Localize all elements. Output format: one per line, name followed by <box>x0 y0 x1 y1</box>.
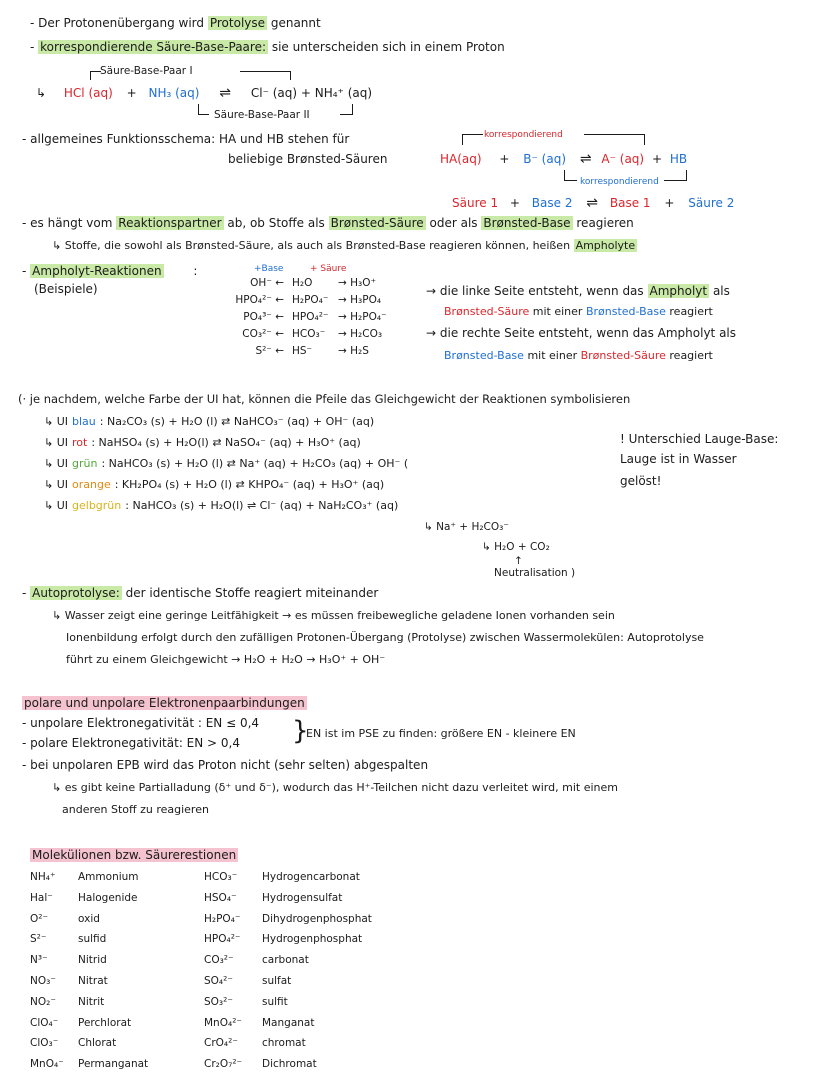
ampholyte-highlight: Ampholyte <box>575 239 636 252</box>
polar-line-4: ↳ es gibt keine Partialladung (δ⁺ und δ⁻), wodurch das H⁺-Teilchen nicht dazu verleitet wird, mit einem <box>52 781 618 794</box>
polar-line-3: - bei unpolaren EPB wird das Proton nicht (sehr selten) abgespalten <box>22 758 429 772</box>
ion-formula: HSO₄⁻ <box>204 891 237 904</box>
note-1 <box>426 284 730 299</box>
bronsted-base-blue: Brønsted-Base <box>444 349 524 362</box>
indicator-row <box>44 414 374 429</box>
ampholyt-left: OH⁻ ← <box>250 277 284 289</box>
ampholyt-mid: H₂PO₄⁻ <box>292 294 329 306</box>
ion-formula: HCO₃⁻ <box>204 871 238 883</box>
ampholyt-mid: HS⁻ <box>292 345 313 357</box>
polar-line-2: - polare Elektronegativität: EN > 0,4 <box>22 736 241 750</box>
scheme-line-1: - allgemeines Funktionsschema: HA und HB stehen für <box>22 132 350 146</box>
bronsted-saeure-red: Brønsted-Säure <box>580 349 666 362</box>
side-note-3: gelöst! <box>620 474 662 488</box>
ion-name: Dichromat <box>262 1058 317 1071</box>
note-4 <box>444 348 713 363</box>
ion-name: chromat <box>262 1037 306 1050</box>
ion-formula: Cr₂O₇²⁻ <box>204 1058 243 1071</box>
up-arrow-icon: ↑ <box>514 555 523 567</box>
ha-formula: HA(aq) <box>440 152 482 166</box>
ion-name: oxid <box>78 912 100 925</box>
indicator-prefix: ↳ UI <box>44 478 69 491</box>
side-note-1: ! Unterschied Lauge-Base: <box>620 432 779 446</box>
ion-name: Hydrogenphosphat <box>262 933 363 946</box>
intro-text: - Der Protonenübergang wird <box>30 16 205 30</box>
indicator-row <box>44 435 361 450</box>
ion-formula: MnO₄²⁻ <box>204 1016 242 1029</box>
text: - <box>22 586 27 600</box>
ion-formula: H₂PO₄⁻ <box>204 912 241 925</box>
sub-2: ↳ H₂O + CO₂ <box>482 541 550 553</box>
polar-line-5: anderen Stoff zu reagieren <box>62 803 209 816</box>
ion-name: Nitrid <box>78 954 107 967</box>
ion-name: sulfit <box>262 995 288 1008</box>
ion-formula: SO₄²⁻ <box>204 975 233 987</box>
ion-formula: HPO₄²⁻ <box>204 933 241 946</box>
corr-bracket-bottom-right <box>664 170 687 181</box>
indicator-intro: (· je nachdem, welche Farbe der UI hat, können die Pfeile das Gleichgewicht der Reaktionen symbolisieren <box>18 392 631 406</box>
equilibrium-arrow-icon: ⇌ <box>219 85 232 101</box>
ion-formula: NO₃⁻ <box>30 975 56 987</box>
ampholyt-right: → H₂CO₃ <box>338 328 383 340</box>
auto-line-2: ↳ Wasser zeigt eine geringe Leitfähigkeit → es müssen freibewegliche geladene Ionen vorhanden sein <box>52 609 615 622</box>
corr-bracket-top-left <box>462 134 483 145</box>
sub-1: ↳ Na⁺ + H₂CO₃⁻ <box>424 521 509 533</box>
ion-formula: NH₄⁺ <box>30 871 56 883</box>
ampholyt-highlight: Ampholyt <box>649 284 708 298</box>
text: ↳ Stoffe, die sowohl als Brønsted-Säure, als auch als Brønsted-Base reagieren können, heißen <box>52 239 571 252</box>
plus-sign: + <box>499 152 510 166</box>
label-acid: + Säure <box>310 264 347 274</box>
nh3-formula: NH₃ (aq) <box>148 86 200 100</box>
ion-formula: ClO₃⁻ <box>30 1037 59 1050</box>
note-2 <box>444 304 713 319</box>
indicator-reaction: : NaHSO₄ (s) + H₂O(l) ⇄ NaSO₄⁻ (aq) + H₃O⁺ (aq) <box>91 436 361 449</box>
brace-icon: } <box>292 716 309 746</box>
ion-name: Perchlorat <box>78 1016 132 1029</box>
pair-2-label: Säure-Base-Paar II <box>214 109 310 121</box>
protolyse-highlight: Protolyse <box>209 16 266 30</box>
reaktionspartner-highlight: Reaktionspartner <box>118 216 222 230</box>
ion-formula: NO₂⁻ <box>30 995 56 1008</box>
ion-formula: SO₃²⁻ <box>204 995 233 1008</box>
ion-name: sulfid <box>78 933 107 946</box>
text: oder als <box>429 216 478 230</box>
ion-formula: Hal⁻ <box>30 891 53 904</box>
ion-formula: CO₃²⁻ <box>204 954 234 967</box>
ion-name: sulfat <box>262 975 292 987</box>
polar-side: EN ist im PSE zu finden: größere EN - kleinere EN <box>306 727 576 740</box>
indicator-reaction: : Na₂CO₃ (s) + H₂O (l) ⇄ NaHCO₃⁻ (aq) + OH⁻ (aq) <box>99 415 375 428</box>
indicator-row <box>44 456 408 471</box>
intro-text: genannt <box>270 16 321 30</box>
equilibrium-arrow-icon: ⇌ <box>586 195 599 211</box>
text: - <box>22 264 27 278</box>
general-equation <box>440 152 687 167</box>
hb-formula: HB <box>669 152 688 166</box>
indicator-color: blau <box>72 415 96 428</box>
auto-line-3: Ionenbildung erfolgt durch den zufälligen Protonen-Übergang (Protolyse) zwischen Wassermolekülen: Autoprotolyse <box>66 631 704 644</box>
pairs-equation <box>452 196 734 211</box>
ion-name: Nitrit <box>78 995 105 1008</box>
text: der identische Stoffe reagiert miteinander <box>125 586 379 600</box>
intro-line-2: - korrespondierende Säure-Base-Paare: sie unterscheiden sich in einem Proton <box>30 40 505 54</box>
ampholyt-right: → H₃PO₄ <box>338 294 382 306</box>
indicator-reaction: : NaHCO₃ (s) + H₂O(l) ⇌ Cl⁻ (aq) + NaH₂CO₃⁺ (aq) <box>125 499 399 512</box>
indicator-row <box>44 498 398 513</box>
indicator-reaction: : NaHCO₃ (s) + H₂O (l) ⇄ Na⁺ (aq) + H₂CO₃ (aq) + OH⁻ ( <box>101 457 409 470</box>
reaction-arrow-icon: ↳ <box>36 86 47 100</box>
indicator-prefix: ↳ UI <box>44 457 69 470</box>
ampholyt-sub: (Beispiele) <box>34 282 98 296</box>
indicator-color: gelbgrün <box>72 499 122 512</box>
bronsted-saeure-red: Brønsted-Säure <box>444 305 530 318</box>
plus-sign: + <box>651 152 662 166</box>
corr-label-top: korrespondierend <box>484 130 563 140</box>
ion-name: Hydrogensulfat <box>262 891 343 904</box>
bracket-top-right <box>240 71 291 80</box>
ion-name: Manganat <box>262 1016 315 1029</box>
bracket-bottom-right <box>340 104 353 115</box>
indicator-color: grün <box>72 457 98 470</box>
indicator-color: rot <box>72 436 88 449</box>
indicator-row <box>44 477 384 492</box>
ampholyt-left: PO₄³⁻ ← <box>243 311 284 323</box>
saeure-2: Säure 2 <box>688 196 735 210</box>
korrespondierende-highlight: korrespondierende Säure-Base-Paare: <box>40 40 266 54</box>
text: - es hängt vom <box>22 216 113 230</box>
depends-line-2 <box>52 238 637 253</box>
text: reagieren <box>576 216 634 230</box>
depends-line-1 <box>22 216 634 231</box>
bracket-bottom-left <box>198 104 209 115</box>
ampholyt-right: → H₃O⁺ <box>338 277 377 289</box>
polar-title-highlight: polare und unpolare Elektronenpaarbindungen <box>24 696 305 710</box>
ampholyt-left: CO₃²⁻ ← <box>242 328 284 340</box>
autoprotolyse-highlight: Autoprotolyse: <box>32 586 120 600</box>
text: als <box>712 284 730 298</box>
ampholyt-mid: HCO₃⁻ <box>292 328 326 340</box>
ion-name: carbonat <box>262 954 309 967</box>
hcl-formula: HCl (aq) <box>63 86 113 100</box>
ions-title <box>30 848 238 863</box>
ion-name: Halogenide <box>78 891 138 904</box>
corr-bracket-bottom-left <box>564 170 577 181</box>
text: mit einer <box>532 305 583 318</box>
indicator-prefix: ↳ UI <box>44 436 69 449</box>
ion-name: Chlorat <box>78 1037 117 1050</box>
equilibrium-arrow-icon: ⇌ <box>579 151 592 167</box>
ion-name: Ammonium <box>78 871 139 883</box>
corr-label-bottom: korrespondierend <box>580 177 659 187</box>
a-formula: A⁻ (aq) <box>601 152 645 166</box>
bronsted-saeure-highlight: Brønsted-Säure <box>330 216 424 230</box>
text: : <box>193 264 198 278</box>
ampholyt-left: S²⁻ ← <box>255 345 284 357</box>
indicator-reaction: : KH₂PO₄ (s) + H₂O (l) ⇄ KHPO₄⁻ (aq) + H₃O⁺ (aq) <box>114 478 385 491</box>
ion-name: Hydrogencarbonat <box>262 871 360 883</box>
ampholyt-right: → H₂PO₄⁻ <box>338 311 387 323</box>
bronsted-base-highlight: Brønsted-Base <box>483 216 571 230</box>
plus-sign: + <box>664 196 675 210</box>
bronsted-base-blue: Brønsted-Base <box>585 305 666 318</box>
indicator-prefix: ↳ UI <box>44 415 69 428</box>
polar-line-1: - unpolare Elektronegativität : EN ≤ 0,4 <box>22 716 260 730</box>
note-3: → die rechte Seite entsteht, wenn das Ampholyt als <box>426 326 737 340</box>
saeure-1: Säure 1 <box>452 196 499 210</box>
intro-line-1 <box>30 16 321 31</box>
indicator-prefix: ↳ UI <box>44 499 69 512</box>
intro-text: sie unterscheiden sich in einem Proton <box>271 40 505 54</box>
ion-name: Permanganat <box>78 1058 149 1071</box>
polar-title <box>22 696 307 711</box>
ampholyt-title <box>22 264 197 279</box>
ions-title-highlight: Molekülionen bzw. Säurerestionen <box>32 848 237 862</box>
ion-formula: O²⁻ <box>30 912 49 925</box>
ion-formula: S²⁻ <box>30 933 47 946</box>
ion-name: Dihydrogenphosphat <box>262 912 372 925</box>
ampholyt-left: HPO₄²⁻ ← <box>235 294 284 306</box>
ion-formula: CrO₄²⁻ <box>204 1037 238 1050</box>
plus-sign: + <box>509 196 520 210</box>
text: ab, ob Stoffe als <box>227 216 325 230</box>
scheme-line-2: beliebige Brønsted-Säuren <box>228 152 388 166</box>
base-1: Base 1 <box>609 196 651 210</box>
text: mit einer <box>527 349 578 362</box>
text: reagiert <box>669 349 713 362</box>
corr-bracket-top-right <box>584 134 645 145</box>
auto-line-4: führt zu einem Gleichgewicht → H₂O + H₂O → H₃O⁺ + OH⁻ <box>66 653 386 666</box>
text: → die linke Seite entsteht, wenn das <box>426 284 644 298</box>
label-base: +Base <box>254 264 284 274</box>
side-note-2: Lauge ist in Wasser <box>620 452 737 466</box>
auto-line-1 <box>22 586 378 601</box>
ampholyt-mid: H₂O <box>292 277 313 289</box>
products-formula: Cl⁻ (aq) + NH₄⁺ (aq) <box>250 86 373 100</box>
indicator-color: orange <box>72 478 111 491</box>
reaction-hcl-nh3 <box>36 86 372 101</box>
ampholyt-mid: HPO₄²⁻ <box>292 311 329 323</box>
ion-formula: N³⁻ <box>30 954 48 967</box>
b-formula: B⁻ (aq) <box>523 152 567 166</box>
ampholyt-right: → H₂S <box>338 345 369 357</box>
ion-name: Nitrat <box>78 975 108 987</box>
neutralisation: Neutralisation ) <box>494 567 576 579</box>
ion-formula: MnO₄⁻ <box>30 1058 64 1071</box>
plus-sign: + <box>126 86 137 100</box>
base-2: Base 2 <box>531 196 573 210</box>
ampholyt-reaktionen-highlight: Ampholyt-Reaktionen <box>32 264 162 278</box>
ion-formula: ClO₄⁻ <box>30 1016 59 1029</box>
text: reagiert <box>669 305 713 318</box>
pair-1-label: Säure-Base-Paar I <box>100 65 193 77</box>
